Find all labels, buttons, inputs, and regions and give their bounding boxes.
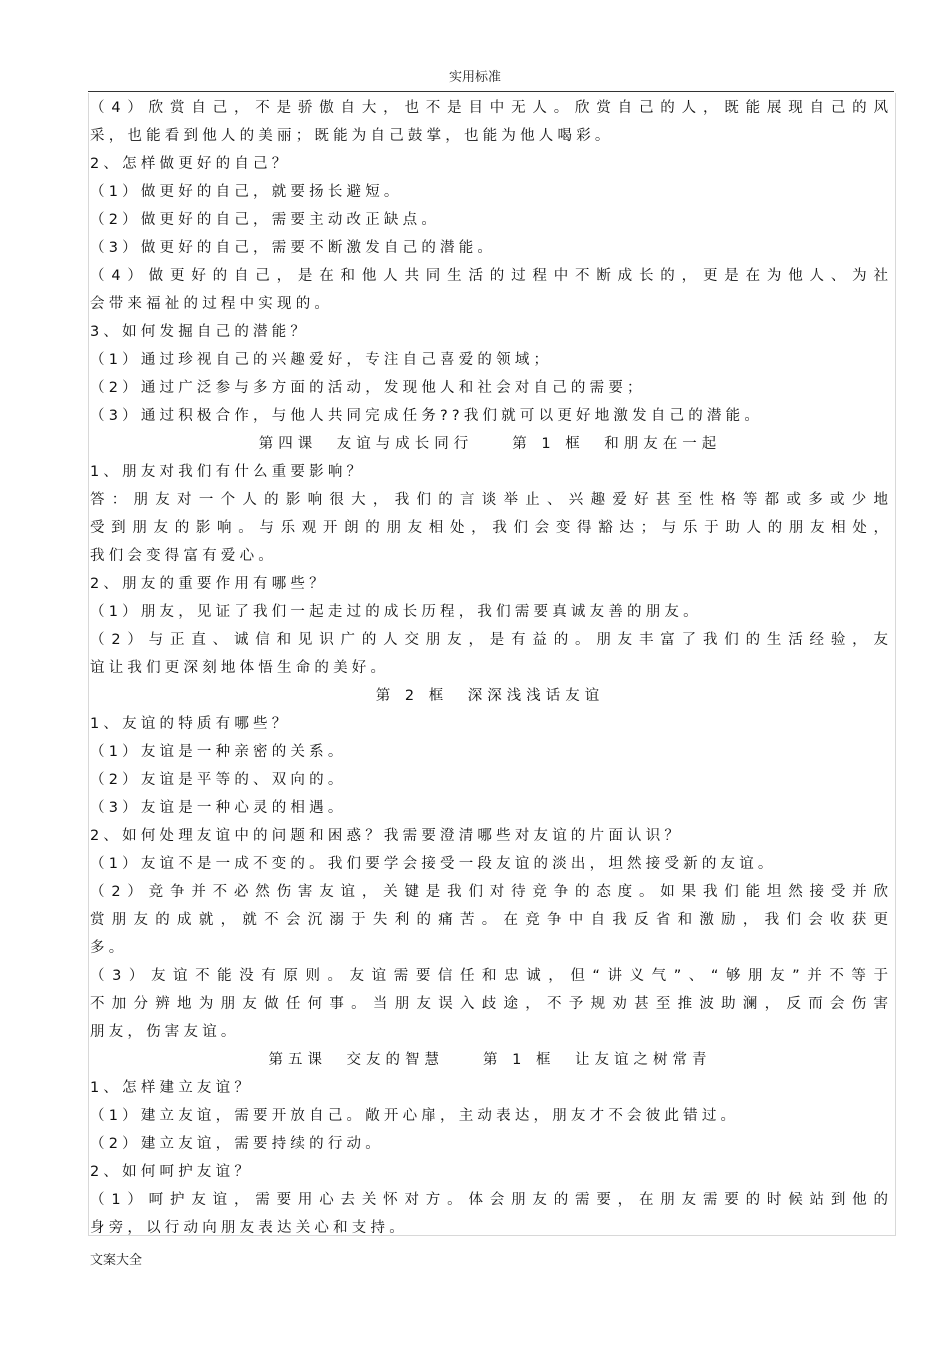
text-line: 会带来福祉的过程中实现的。 [90, 296, 334, 312]
text-line: （1）建立友谊，需要开放自己。敞开心扉，主动表达，朋友才不会彼此错过。 [90, 1108, 740, 1124]
text-line: （3）友谊不能没有原则。友谊需要信任和忠诚，但“讲义气”、“够朋友”并不等于 [90, 968, 890, 984]
text-line: 多。 [90, 940, 128, 956]
text-line: 赏朋友的成就，就不会沉溺于失利的痛苦。在竞争中自我反省和激励，我们会收获更 [90, 912, 890, 928]
page-footer: 文案大全 [90, 1253, 143, 1268]
header-divider [88, 91, 894, 92]
text-line: （3）做更好的自己，需要不断激发自己的潜能。 [90, 240, 497, 256]
text-line: （3）友谊是一种心灵的相遇。 [90, 800, 347, 816]
text-line: 答：朋友对一个人的影响很大，我们的言谈举止、兴趣爱好甚至性格等都或多或少地 [90, 492, 890, 508]
text-line: 我们会变得富有爱心。 [90, 548, 277, 564]
text-line: 不加分辨地为朋友做任何事。当朋友误入歧途，不予规劝甚至推波助澜，反而会伤害 [90, 996, 890, 1012]
text-line: （1）友谊是一种亲密的关系。 [90, 744, 347, 760]
text-line: （1）呵护友谊，需要用心去关怀对方。体会朋友的需要，在朋友需要的时候站到他的 [90, 1192, 890, 1208]
text-line: 2、如何呵护友谊？ [90, 1164, 254, 1180]
text-line: （2）通过广泛参与多方面的活动，发现他人和社会对自己的需要； [90, 380, 646, 396]
text-line: 采，也能看到他人的美丽；既能为自己鼓掌，也能为他人喝彩。 [90, 128, 614, 144]
text-line: 2、怎样做更好的自己？ [90, 156, 291, 172]
text-line: 1、友谊的特质有哪些？ [90, 716, 291, 732]
document-body [90, 94, 890, 1242]
text-line: （1）友谊不是一成不变的。我们要学会接受一段友谊的淡出，坦然接受新的友谊。 [90, 856, 777, 872]
text-line: 1、朋友对我们有什么重要影响？ [90, 464, 366, 480]
section-title: 第五课 交友的智慧 第 1 框 让友谊之树常青 [268, 1052, 712, 1068]
text-line: （1）做更好的自己，就要扬长避短。 [90, 184, 403, 200]
text-line: （4）欣赏自己，不是骄傲自大，也不是目中无人。欣赏自己的人，既能展现自己的风 [90, 100, 890, 116]
text-line: 朋友，伤害友谊。 [90, 1024, 240, 1040]
text-line: （3）通过积极合作，与他人共同完成任务??我们就可以更好地激发自己的潜能。 [90, 408, 764, 424]
text-line: （2）友谊是平等的、双向的。 [90, 772, 347, 788]
text-line: （1）通过珍视自己的兴趣爱好，专注自己喜爱的领域； [90, 352, 553, 368]
text-line: 3、如何发掘自己的潜能？ [90, 324, 310, 340]
section-title: 第四课 友谊与成长同行 第 1 框 和朋友在一起 [258, 436, 722, 452]
text-line: （2）做更好的自己，需要主动改正缺点。 [90, 212, 441, 228]
text-line: （4）做更好的自己，是在和他人共同生活的过程中不断成长的，更是在为他人、为社 [90, 268, 890, 284]
text-line: 身旁，以行动向朋友表达关心和支持。 [90, 1220, 408, 1236]
text-line: 1、怎样建立友谊？ [90, 1080, 254, 1096]
text-line: （1）朋友，见证了我们一起走过的成长历程，我们需要真诚友善的朋友。 [90, 604, 702, 620]
text-line: 谊让我们更深刻地体悟生命的美好。 [90, 660, 390, 676]
text-line: （2）与正直、诚信和见识广的人交朋友，是有益的。朋友丰富了我们的生活经验，友 [90, 632, 890, 648]
text-line: （2）竞争并不必然伤害友谊，关键是我们对待竞争的态度。如果我们能坦然接受并欣 [90, 884, 890, 900]
section-title: 第 2 框 深深浅浅话友谊 [375, 688, 605, 704]
text-line: 2、如何处理友谊中的问题和困惑？我需要澄清哪些对友谊的片面认识？ [90, 828, 684, 844]
text-line: （2）建立友谊，需要持续的行动。 [90, 1136, 384, 1152]
text-line: 2、朋友的重要作用有哪些？ [90, 576, 328, 592]
text-line: 受到朋友的影响。与乐观开朗的朋友相处，我们会变得豁达；与乐于助人的朋友相处， [90, 520, 890, 536]
page-header: 实用标准 [448, 70, 501, 85]
